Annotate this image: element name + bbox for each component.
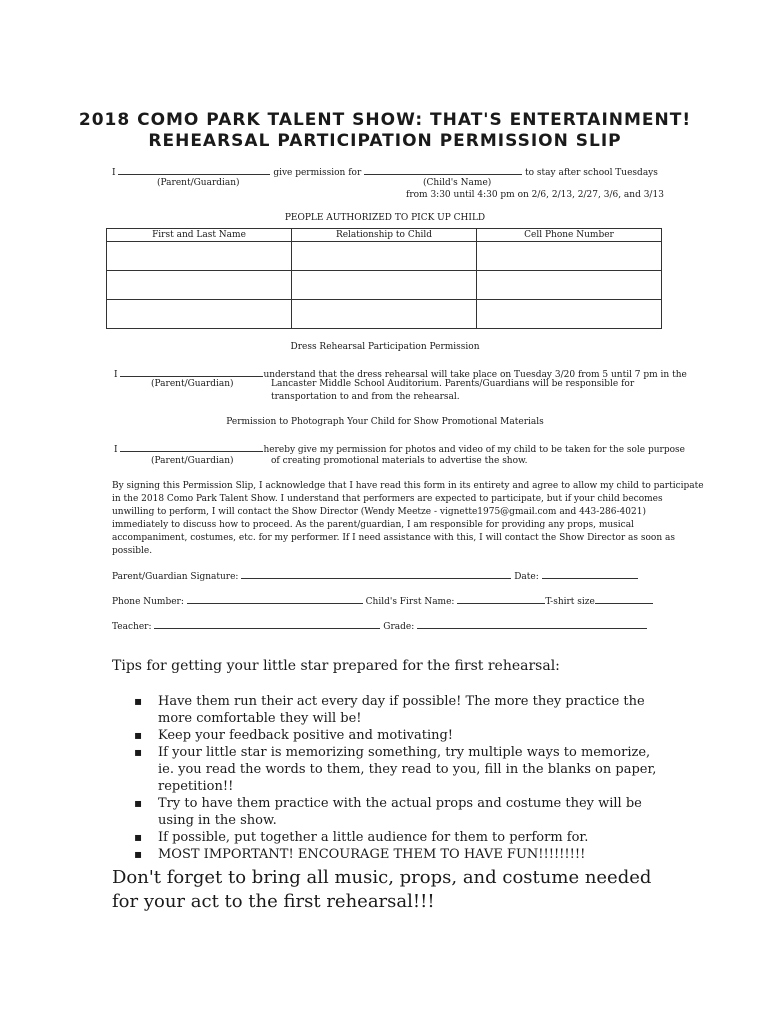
phone-row — [112, 594, 653, 609]
agreement-line: unwilling to perform, I will contact the Show Director (Wendy Meetze - vignette1975@gmail.com and 443-286-4021) — [112, 507, 646, 517]
agreement-line: By signing this Permission Slip, I acknowledge that I have read this form in its entirety and agree to allow my child to participate — [112, 481, 704, 491]
pickup-relationship-cell[interactable] — [292, 271, 477, 300]
signature-row — [112, 569, 638, 584]
page-title-line1: 2018 COMO PARK TALENT SHOW: THAT'S ENTERTAINMENT! — [78, 110, 692, 130]
photo-permission-line2: of creating promotional materials to advertise the show. — [271, 456, 528, 466]
give-permission-text: give permission for — [273, 168, 362, 178]
pickup-header-row — [107, 229, 662, 242]
table-row — [107, 242, 662, 271]
dress-rehearsal-line3: transportation to and from the rehearsal. — [271, 392, 460, 402]
dress-parent-blank[interactable] — [120, 367, 263, 377]
pickup-relationship-cell[interactable] — [292, 242, 477, 271]
list-item: ▪ If your little star is memorizing something, try multiple ways to memorize, ie. you read the words to them, they read to you, fill in the blanks on paper, repetition!! — [120, 744, 660, 795]
pickup-name-cell[interactable] — [107, 300, 292, 329]
photo-permission-heading: Permission to Photograph Your Child for Show Promotional Materials — [226, 417, 544, 427]
photo-parent-blank[interactable] — [120, 442, 263, 452]
photo-i-label: I — [114, 445, 118, 455]
signature-field[interactable] — [241, 569, 511, 579]
intro-child-label: (Child's Name) — [423, 178, 492, 188]
photo-line1-text: hereby give my permission for photos and video of my child to be taken for the sole purpose — [263, 445, 685, 455]
parent-name-blank[interactable] — [118, 165, 270, 175]
tips-title: Tips for getting your little star prepared for the first rehearsal: — [112, 658, 560, 674]
photo-parent-label: (Parent/Guardian) — [151, 456, 234, 466]
phone-label: Phone Number: — [112, 597, 184, 607]
teacher-field[interactable] — [154, 619, 380, 629]
date-label: Date: — [514, 572, 539, 582]
phone-field[interactable] — [187, 594, 363, 604]
closing-reminder: Don't forget to bring all music, props, and costume needed for your act to the first rehearsal!!! — [112, 867, 652, 912]
tshirt-label: T-shirt size — [545, 597, 595, 607]
grade-label: Grade: — [383, 622, 415, 632]
column-header: First and Last Name — [107, 229, 292, 242]
grade-field[interactable] — [417, 619, 647, 629]
list-item: ▪ Have them run their act every day if possible! The more they practice the more comfortable they will be! — [120, 693, 660, 727]
dress-rehearsal-line2: Lancaster Middle School Auditorium. Parents/Guardians will be responsible for — [271, 379, 635, 389]
agreement-line: in the 2018 Como Park Talent Show. I understand that performers are expected to participate, but if your child becomes — [112, 494, 663, 504]
intro-i-label: I — [112, 168, 116, 178]
dress-rehearsal-heading: Dress Rehearsal Participation Permission — [290, 342, 480, 352]
pickup-name-cell[interactable] — [107, 242, 292, 271]
dress-parent-label: (Parent/Guardian) — [151, 379, 234, 389]
list-item: ▪ Try to have them practice with the actual props and costume they will be using in the show. — [120, 795, 660, 829]
agreement-line: possible. — [112, 546, 153, 556]
column-header: Relationship to Child — [292, 229, 477, 242]
child-first-name-label: Child's First Name: — [365, 597, 455, 607]
agreement-line: immediately to discuss how to proceed. As the parent/guardian, I am responsible for providing any props, musical — [112, 520, 634, 530]
child-first-name-field[interactable] — [457, 594, 545, 604]
tips-list — [120, 693, 660, 863]
pickup-heading: PEOPLE AUTHORIZED TO PICK UP CHILD — [284, 213, 486, 223]
pickup-relationship-cell[interactable] — [292, 300, 477, 329]
child-name-blank[interactable] — [364, 165, 522, 175]
pickup-phone-cell[interactable] — [477, 300, 662, 329]
list-item: ▪ Keep your feedback positive and motivating! — [120, 727, 660, 744]
date-field[interactable] — [542, 569, 638, 579]
list-item: ▪ If possible, put together a little audience for them to perform for. — [120, 829, 660, 846]
table-row — [107, 300, 662, 329]
tshirt-field[interactable] — [595, 594, 653, 604]
page-title-line2: REHEARSAL PARTICIPATION PERMISSION SLIP — [148, 131, 622, 151]
pickup-table — [106, 228, 662, 329]
intro-parent-label: (Parent/Guardian) — [157, 178, 240, 188]
pickup-phone-cell[interactable] — [477, 242, 662, 271]
table-row — [107, 271, 662, 300]
pickup-name-cell[interactable] — [107, 271, 292, 300]
list-item: ▪ MOST IMPORTANT! ENCOURAGE THEM TO HAVE FUN!!!!!!!!! — [120, 846, 660, 863]
teacher-row — [112, 619, 647, 634]
pickup-phone-cell[interactable] — [477, 271, 662, 300]
column-header: Cell Phone Number — [477, 229, 662, 242]
dress-i-label: I — [114, 370, 118, 380]
agreement-line: accompaniment, costumes, etc. for my performer. If I need assistance with this, I will contact the Show Director as soon as — [112, 533, 675, 543]
teacher-label: Teacher: — [112, 622, 152, 632]
signature-label: Parent/Guardian Signature: — [112, 572, 239, 582]
intro-schedule: from 3:30 until 4:30 pm on 2/6, 2/13, 2/27, 3/6, and 3/13 — [406, 190, 664, 200]
stay-after-text: to stay after school Tuesdays — [525, 168, 658, 178]
dress-line1-text: understand that the dress rehearsal will take place on Tuesday 3/20 from 5 until 7 pm in the — [263, 370, 687, 380]
